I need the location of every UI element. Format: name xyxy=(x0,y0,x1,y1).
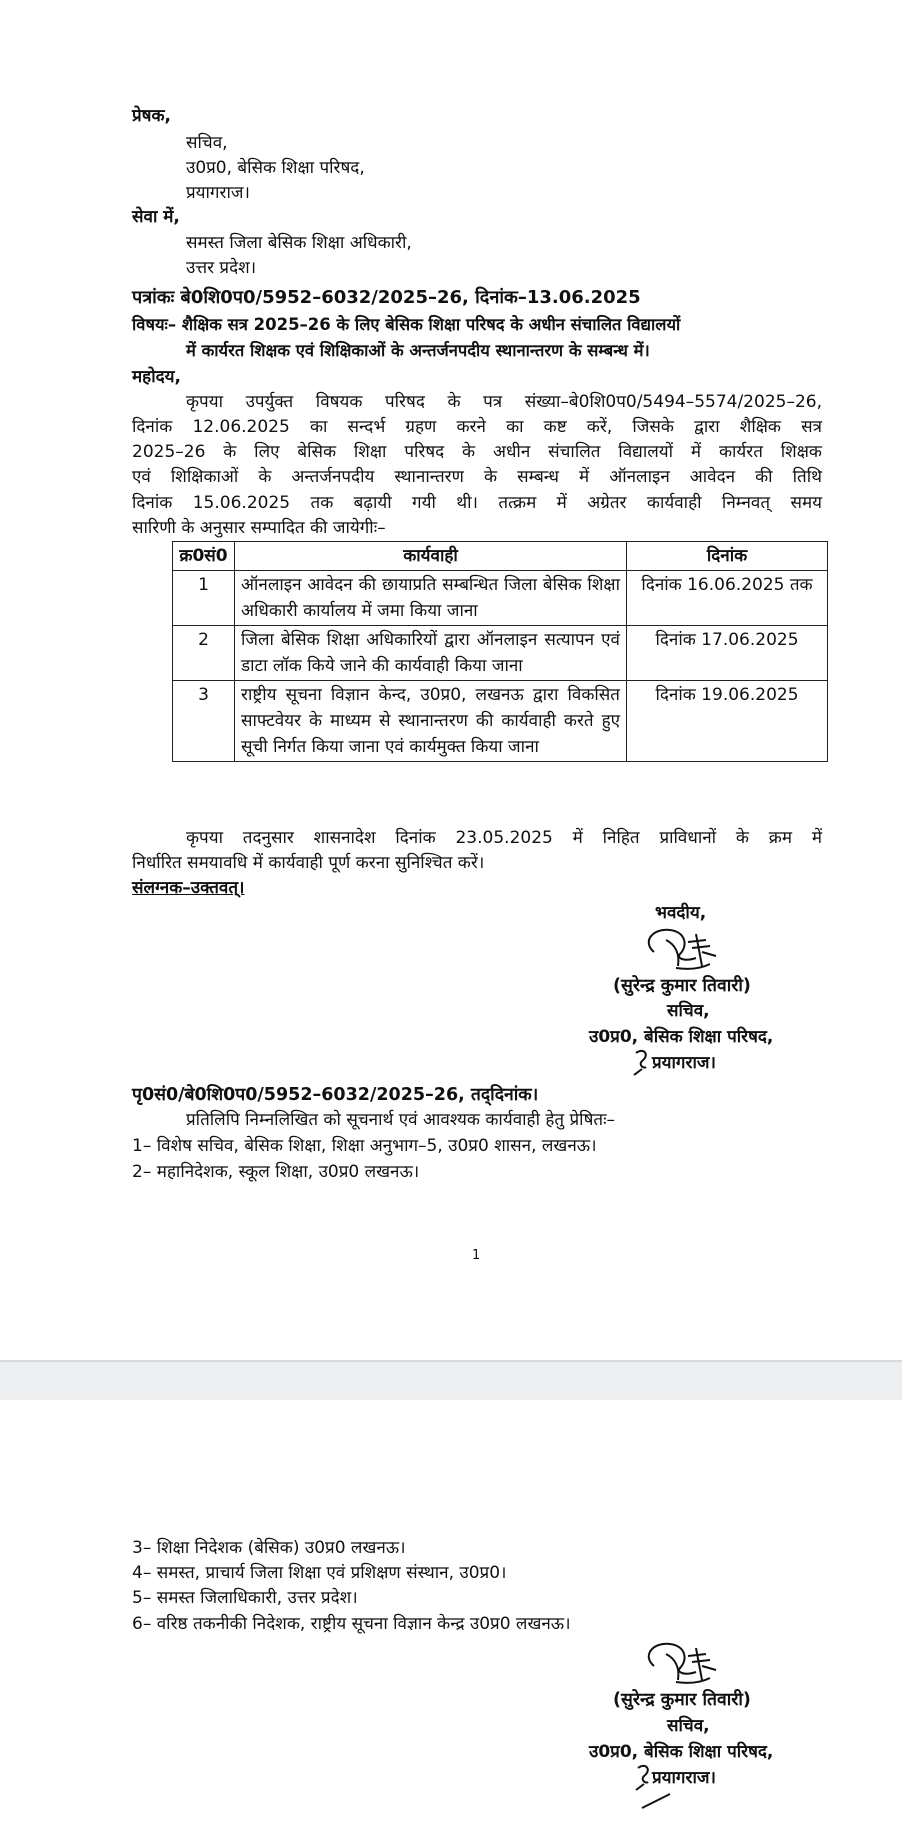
recipient-label: सेवा में, xyxy=(132,207,180,227)
endorsement-item: 6– वरिष्ठ तकनीकी निदेशक, राष्ट्रीय सूचना विज्ञान केन्द्र उ0प्र0 लखनऊ। xyxy=(132,1614,571,1634)
header-action: कार्यवाही xyxy=(235,542,627,571)
salutation: महोदय, xyxy=(132,367,181,387)
row-serial: 2 xyxy=(173,626,235,681)
endorsement-item: 5– समस्त जिलाधिकारी, उत्तर प्रदेश। xyxy=(132,1588,358,1608)
row-action: राष्ट्रीय सूचना विज्ञान केन्द, उ0प्र0, लखनऊ द्वारा विकसित साफ्टवेयर के माध्यम से स्थानान्तरण की कार्यवाही करते हुए सूची निर्गत किया जाना एवं कार्यमुक्त किया जाना xyxy=(235,681,627,762)
signatory-designation: सचिव, xyxy=(667,1716,710,1736)
sender-label: प्रेषक, xyxy=(132,106,172,126)
signature-underline-mark xyxy=(640,1790,674,1812)
signatory-place: प्रयागराज। xyxy=(652,1053,716,1073)
row-action: जिला बेसिक शिक्षा अधिकारियों द्वारा ऑनलाइन सत्यापन एवं डाटा लॉक किये जाने की कार्यवाही किया जाना xyxy=(235,626,627,681)
valediction: भवदीय, xyxy=(655,903,707,923)
endorsement-item: 4– समस्त, प्राचार्य जिला शिक्षा एवं प्रशिक्षण संस्थान, उ0प्र0। xyxy=(132,1563,507,1583)
body-line-6: सारिणी के अनुसार सम्पादित की जायेगीः– xyxy=(132,518,386,538)
initials-mark xyxy=(632,1047,654,1077)
row-serial: 1 xyxy=(173,571,235,626)
document-page-2 xyxy=(0,1400,902,1830)
table-row xyxy=(173,626,828,681)
body-line-3: 2025–26 के लिए बेसिक शिक्षा परिषद के अधीन संचालित विद्यालयों में कार्यरत शिक्षक xyxy=(132,442,822,462)
endorsement-item: 3– शिक्षा निदेशक (बेसिक) उ0प्र0 लखनऊ। xyxy=(132,1538,406,1558)
recipient-line-1: समस्त जिला बेसिक शिक्षा अधिकारी, xyxy=(186,233,412,253)
sender-line-3: प्रयागराज। xyxy=(186,183,250,203)
endorsement-intro: प्रतिलिपि निम्नलिखित को सूचनार्थ एवं आवश्यक कार्यवाही हेतु प्रेषितः– xyxy=(186,1110,616,1130)
row-date: दिनांक 16.06.2025 तक xyxy=(627,571,828,626)
signatory-name: (सुरेन्द्र कुमार तिवारी) xyxy=(613,976,751,996)
signatory-designation: सचिव, xyxy=(667,1001,710,1021)
recipient-line-2: उत्तर प्रदेश। xyxy=(186,258,257,278)
row-date: दिनांक 17.06.2025 xyxy=(627,626,828,681)
sender-line-1: सचिव, xyxy=(186,133,228,153)
header-date: दिनांक xyxy=(627,542,828,571)
signature-image xyxy=(636,922,726,978)
endorsement-reference: पृ0सं0/बे0शि0प0/5952–6032/2025–26, तद्‌दिनांक। xyxy=(132,1085,539,1105)
closing-line-1: कृपया तदनुसार शासनादेश दिनांक 23.05.2025 में निहित प्राविधानों के क्रम में xyxy=(186,828,822,848)
signatory-name: (सुरेन्द्र कुमार तिवारी) xyxy=(613,1690,751,1710)
sender-line-2: उ0प्र0, बेसिक शिक्षा परिषद, xyxy=(186,158,365,178)
signatory-organisation: उ0प्र0, बेसिक शिक्षा परिषद, xyxy=(589,1742,774,1762)
letter-reference-number: पत्रांकः बे0शि0प0/5952–6032/2025–26, दिनांक–13.06.2025 xyxy=(132,287,641,308)
endorsement-item: 1– विशेष सचिव, बेसिक शिक्षा, शिक्षा अनुभाग–5, उ0प्र0 शासन, लखनऊ। xyxy=(132,1136,597,1156)
table-row xyxy=(173,681,828,762)
header-serial: क्र0सं0 xyxy=(173,542,235,571)
endorsement-item: 2– महानिदेशक, स्कूल शिक्षा, उ0प्र0 लखनऊ। xyxy=(132,1162,420,1182)
page-separator xyxy=(0,1360,902,1400)
body-line-4: एवं शिक्षिकाओं के अन्तर्जनपदीय स्थानान्तरण के सम्बन्ध में ऑनलाइन आवेदन की तिथि xyxy=(132,467,822,487)
page-number: 1 xyxy=(472,1248,481,1263)
body-line-5: दिनांक 15.06.2025 तक बढ़ायी गयी थी। तत्क्रम में अग्रेतर कार्यवाही निम्नवत् समय xyxy=(132,493,822,513)
row-date: दिनांक 19.06.2025 xyxy=(627,681,828,762)
table-header-row xyxy=(173,542,828,571)
subject-line-1: विषयः– शैक्षिक सत्र 2025–26 के लिए बेसिक शिक्षा परिषद के अधीन संचालित विद्यालयों xyxy=(132,315,681,334)
row-action: ऑनलाइन आवेदन की छायाप्रति सम्बन्धित जिला बेसिक शिक्षा अधिकारी कार्यालय में जमा किया जाना xyxy=(235,571,627,626)
table-row xyxy=(173,571,828,626)
signatory-place: प्रयागराज। xyxy=(652,1768,716,1788)
signatory-organisation: उ0प्र0, बेसिक शिक्षा परिषद, xyxy=(589,1027,774,1047)
body-line-2: दिनांक 12.06.2025 का सन्दर्भ ग्रहण करने का कष्ट करें, जिसके द्वारा शैक्षिक सत्र xyxy=(132,417,822,437)
schedule-table xyxy=(172,541,828,762)
row-serial: 3 xyxy=(173,681,235,762)
signature-image xyxy=(636,1636,726,1692)
body-line-1: कृपया उपर्युक्त विषयक परिषद के पत्र संख्या–बे0शि0प0/5494–5574/2025–26, xyxy=(186,392,822,412)
enclosure-note: संलग्नक–उक्तवत्। xyxy=(132,878,245,898)
closing-line-2: निर्धारित समयावधि में कार्यवाही पूर्ण करना सुनिश्चित करें। xyxy=(132,853,485,873)
subject-line-2: में कार्यरत शिक्षक एवं शिक्षिकाओं के अन्तर्जनपदीय स्थानान्तरण के सम्बन्ध में। xyxy=(186,341,650,360)
